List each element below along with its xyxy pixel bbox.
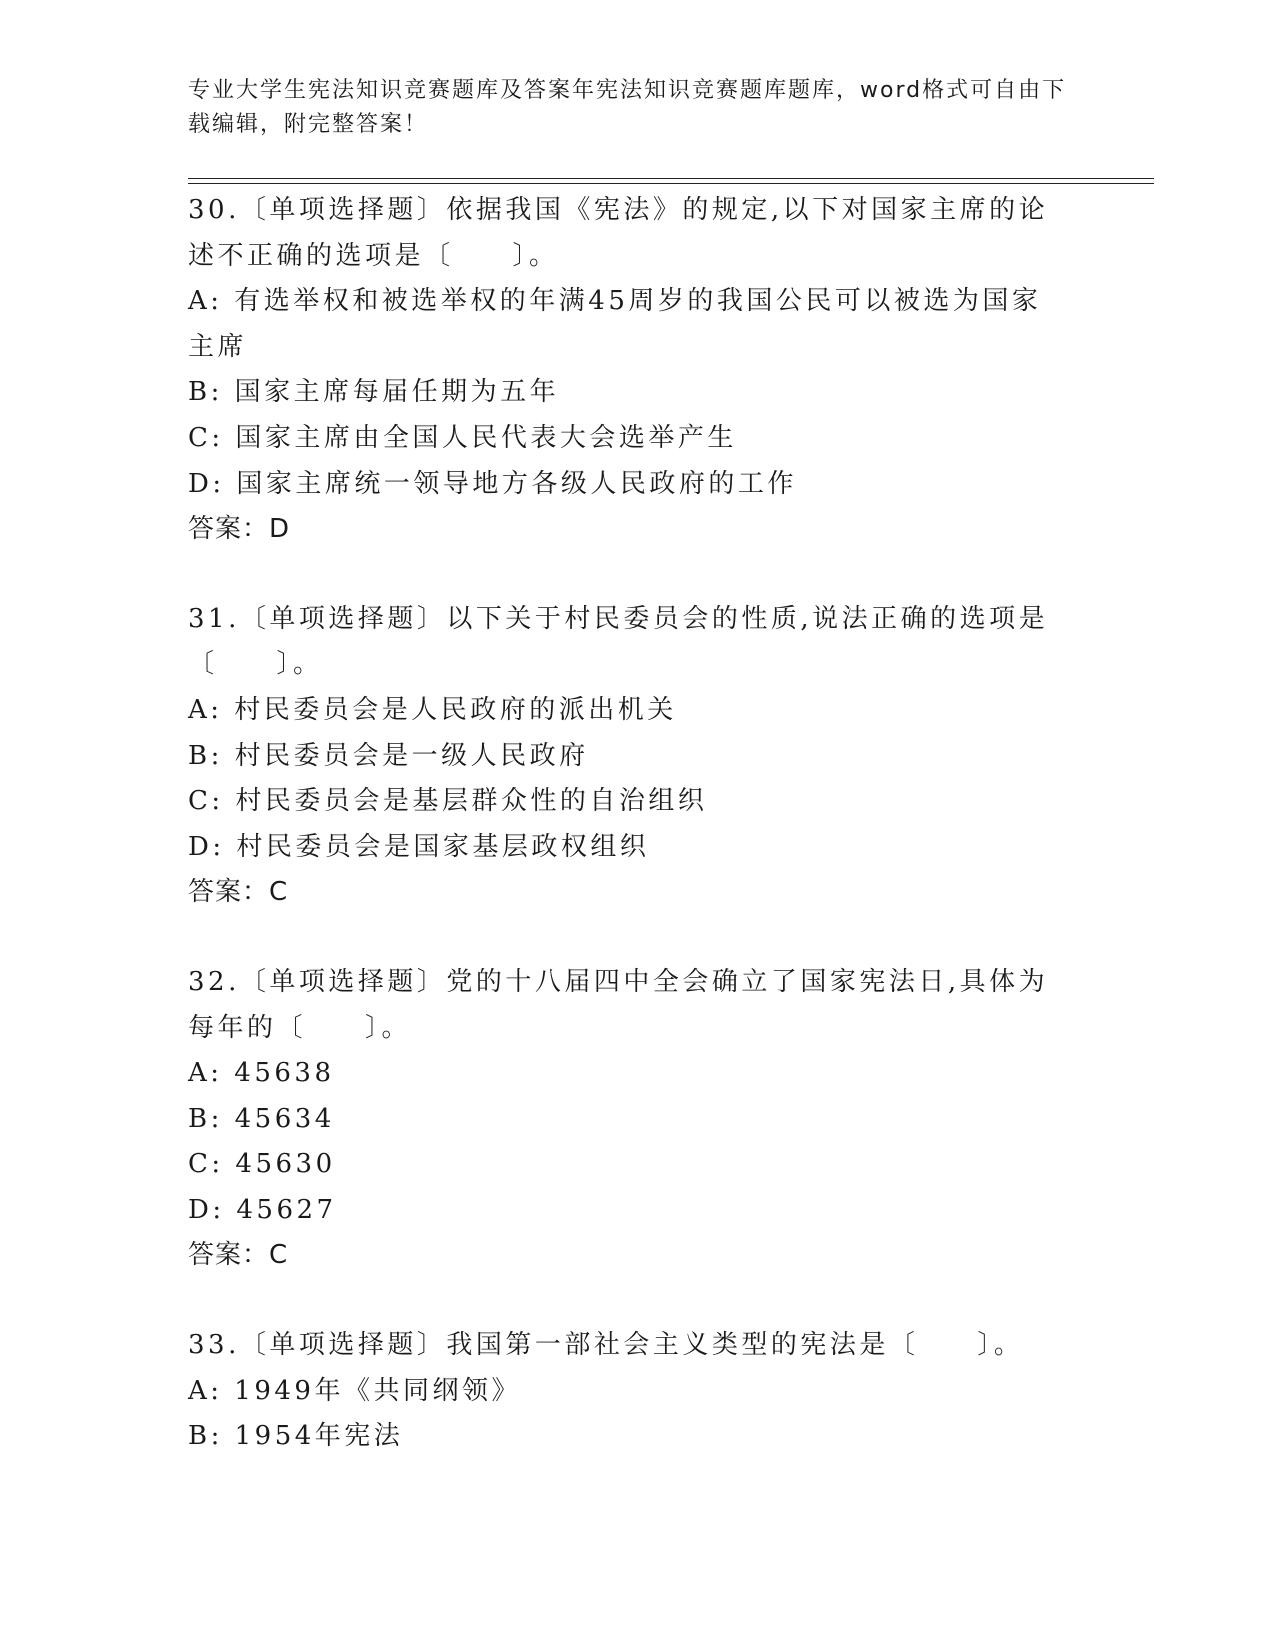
option-a: A: 1949年《共同纲领》 [188, 1375, 521, 1406]
option-b: B: 村民委员会是一级人民政府 [188, 740, 589, 771]
answer-label: 答案：C [188, 1240, 289, 1271]
option-d: D: 国家主席统一领导地方各级人民政府的工作 [188, 468, 797, 499]
question-stem: 32.〔单项选择题〕党的十八届四中全会确立了国家宪法日,具体为每年的〔 〕。 [188, 966, 1049, 1043]
question-stem: 30.〔单项选择题〕依据我国《宪法》的规定,以下对国家主席的论述不正确的选项是〔 〕。 [188, 195, 1049, 271]
option-d: D: 45627 [188, 1194, 337, 1225]
question-32 [188, 960, 1068, 1279]
option-c: C: 国家主席由全国人民代表大会选举产生 [188, 422, 737, 453]
option-a: A: 45638 [188, 1058, 335, 1089]
document-header: 专业大学生宪法知识竞赛题库及答案年宪法知识竞赛题库题库，word格式可自由下载编辑，附完整答案！ [188, 78, 1067, 137]
option-d: D: 村民委员会是国家基层政权组织 [188, 831, 650, 862]
question-31 [188, 597, 1068, 916]
option-c: C: 村民委员会是基层群众性的自治组织 [188, 786, 708, 817]
option-c: C: 45630 [188, 1149, 336, 1180]
header-rule-top [188, 178, 1154, 179]
option-b: B: 国家主席每届任期为五年 [188, 377, 560, 408]
question-33 [188, 1323, 1068, 1460]
question-stem: 33.〔单项选择题〕我国第一部社会主义类型的宪法是〔 〕。 [188, 1330, 1024, 1361]
option-a: A: 村民委员会是人民政府的派出机关 [188, 694, 677, 725]
option-b: B: 45634 [188, 1103, 335, 1134]
question-30 [188, 188, 1068, 553]
question-stem: 31.〔单项选择题〕以下关于村民委员会的性质,说法正确的选项是〔 〕。 [188, 603, 1049, 680]
header-rule-bottom [188, 183, 1154, 184]
option-a: A: 有选举权和被选举权的年满45周岁的我国公民可以被选为国家主席 [188, 286, 1042, 362]
answer-label: 答案：D [188, 514, 291, 545]
option-b: B: 1954年宪法 [188, 1421, 404, 1452]
answer-label: 答案：C [188, 877, 289, 908]
question-list [188, 188, 1068, 1504]
